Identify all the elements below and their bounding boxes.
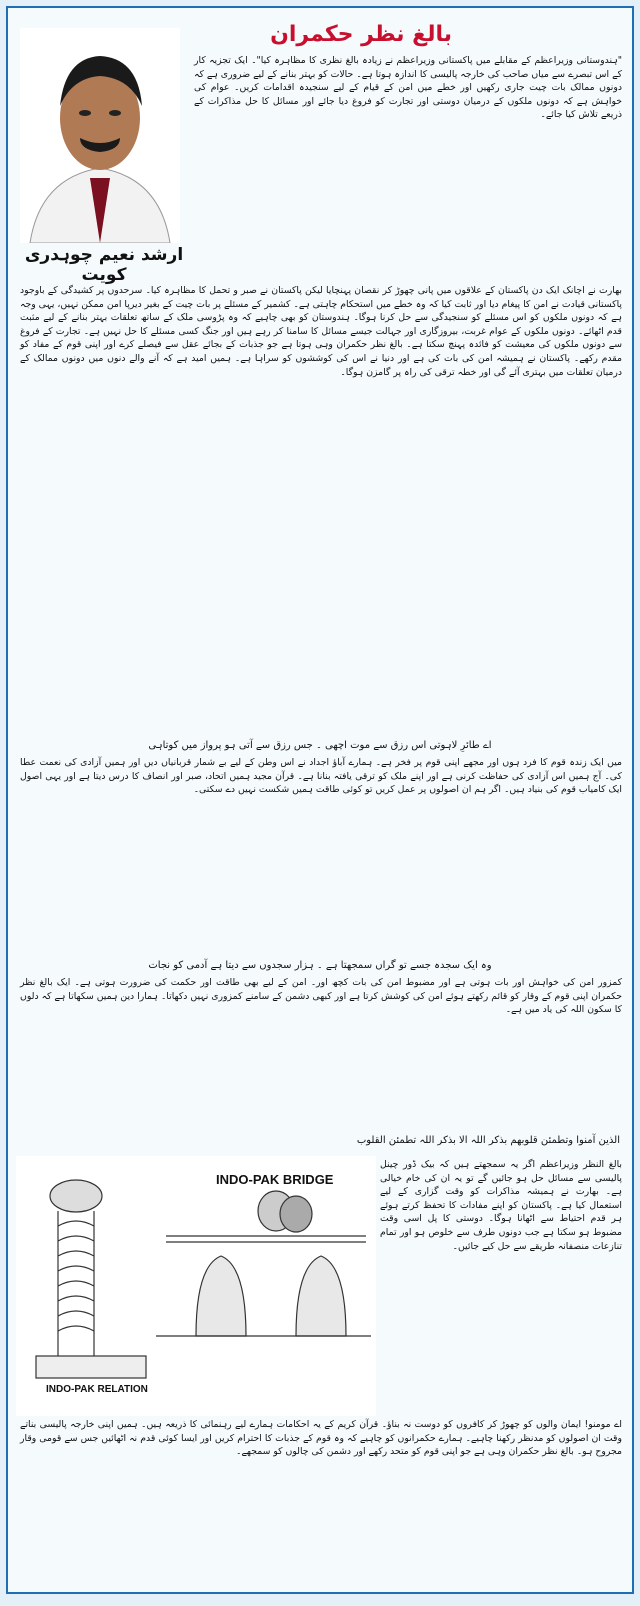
bridge-banner: INDO-PAK BRIDGE bbox=[216, 1172, 334, 1187]
relation-label: INDO-PAK RELATION bbox=[46, 1384, 148, 1395]
paragraph-1: "ہندوستانی وزیراعظم کے مقابلے میں پاکستانی وزیراعظم نے زیادہ بالغ نظری کا مظاہرہ کیا"۔ ایک تجزیہ کار کے اس تبصرے سے میاں صاحب کی خارجہ پالیسی کا اندازہ ہوتا ہے۔ حالات کو بہتر بنانے کے لیے ضروری ہے کہ دونوں ممالک بات چیت جاری رکھیں اور خطے میں امن کے قیام کے لیے سنجیدہ اقدامات کریں۔ عوام کی خواہش ہے کہ دونوں ملکوں کے درمیان دوستی اور تجارت کو فروغ دیا جائے اور مسائل کا حل مذاکرات کے ذریعے تلاش کیا جائے۔ bbox=[194, 55, 622, 121]
quran-verse: الذین آمنوا وتطمئن قلوبھم بذکر اللہ الا بذکر اللہ تطمئن القلوب bbox=[356, 1135, 620, 1146]
article-title: بالغ نظر حکمران bbox=[270, 22, 452, 47]
cartoon-side-paragraph: بالغ النظر وزیراعظم اگر یہ سمجھتے ہیں کہ بیک ڈور چینل پالیسی سے مسائل حل ہو جائیں گے تو یہ ان کی خام خیالی ہے۔ بھارت نے ہمیشہ مذاکرات کو وقت گزاری کے لیے استعمال کیا ہے۔ پاکستان کو اپنے مفادات کا تحفظ کرتے ہوئے ہر قدم احتیاط سے اٹھانا ہوگا۔ دوستی کا پل اسی وقت مضبوط ہو سکتا ہے جب دونوں طرف سے خلوص ہو اور تمام تنازعات منصفانہ طریقے سے حل کیے جائیں۔ bbox=[380, 1159, 622, 1252]
poem-verse-2: وہ ایک سجدہ جسے تو گراں سمجھتا ہے ۔ ہزار سجدوں سے دیتا ہے آدمی کو نجات bbox=[148, 960, 492, 971]
cartoon-illustration bbox=[16, 1156, 376, 1416]
paragraph-5: اے مومنو! ایمان والوں کو چھوڑ کر کافروں کو دوست نہ بناؤ۔ قرآن کریم کے یہ احکامات ہمارے لیے رہنمائی کا ذریعہ ہیں۔ ہمیں اپنی خارجہ پالیسی بناتے وقت ان اصولوں کو مدنظر رکھنا چاہیے۔ ہمارے حکمرانوں کو چاہیے کہ وہ قوم کے جذبات کا احترام کریں اور ایسا کوئی قدم نہ اٹھائیں جس سے قومی وقار مجروح ہو۔ بالغ نظر حکمران وہی ہے جو اپنی قوم کو متحد رکھے اور دشمن کی چالوں کو سمجھے۔ bbox=[20, 1419, 622, 1458]
article-page bbox=[6, 6, 634, 1594]
paragraph-2: بھارت نے اچانک ایک دن پاکستان کے علاقوں میں پانی چھوڑ کر نقصان پہنچایا لیکن پاکستان نے صبر و تحمل کا مظاہرہ کیا۔ سرحدوں پر کشیدگی کے باوجود پاکستانی قیادت نے امن کا پیغام دیا اور ثابت کیا کہ وہ خطے میں استحکام چاہتی ہے۔ کشمیر کے مسئلے پر بات چیت کے بغیر دیرپا امن ممکن نہیں، یہی وجہ ہے کہ دونوں ملکوں کو اس مسئلے کو سنجیدگی سے حل کرنا ہوگا۔ ہندوستان کو بھی چاہیے کہ وہ پڑوسی ملک کے ساتھ تعلقات بہتر بنانے کے لیے مثبت قدم اٹھائے۔ دونوں ملکوں کے عوام غربت، بیروزگاری اور جہالت جیسے مسائل کا سامنا کر رہے ہیں اور جنگ کسی مسئلے کا حل نہیں ہے۔ تجارت کے فروغ سے دونوں ملکوں کی معیشت کو فائدہ پہنچ سکتا ہے۔ بالغ نظر حکمران وہی ہوتا ہے جو جذبات کے بجائے عقل سے فیصلے کرے اور اپنی قوم کے مفاد کو مقدم رکھے۔ پاکستان نے ہمیشہ امن کی بات کی ہے اور دنیا نے اس کی کوششوں کو سراہا ہے۔ ہمیں امید ہے کہ آنے والے دنوں میں دونوں ممالک کے درمیان تعلقات میں بہتری آئے گی اور خطہ ترقی کی راہ پر گامزن ہوگا۔ bbox=[20, 285, 622, 378]
author-portrait bbox=[20, 28, 180, 243]
paragraph-3: میں ایک زندہ قوم کا فرد ہوں اور مجھے اپنی قوم پر فخر ہے۔ ہمارے آباؤ اجداد نے اس وطن کے لیے بے شمار قربانیاں دیں اور ہمیں آزادی کی نعمت عطا کی۔ آج ہمیں اس آزادی کی حفاظت کرنی ہے اور اپنے ملک کو ترقی یافتہ بنانا ہے۔ قرآن مجید ہمیں اتحاد، صبر اور انصاف کا درس دیتا ہے اور یہی اصول ایک کامیاب قوم کی بنیاد ہیں۔ اگر ہم ان اصولوں پر عمل کریں تو کوئی طاقت ہمیں شکست نہیں دے سکتی۔ bbox=[20, 757, 622, 796]
paragraph-4: کمزور امن کی خواہش اور بات ہوتی ہے اور مضبوط امن کی بات کچھ اور۔ امن کے لیے بھی طاقت اور حکمت کی ضرورت ہوتی ہے۔ ایک بالغ نظر حکمران اپنی قوم کے وقار کو قائم رکھتے ہوئے امن کی کوشش کرتا ہے اور کبھی دشمن کے سامنے کمزوری نہیں دکھاتا۔ ہمارا دین ہمیں سکھاتا ہے کہ دلوں کا سکون اللہ کی یاد میں ہے۔ bbox=[20, 977, 622, 1016]
author-name: ارشد نعیم چوہدری کویت bbox=[24, 245, 184, 285]
poem-verse-1: اے طائرِ لاہوتی اس رزق سے موت اچھی ۔ جس رزق سے آتی ہو پرواز میں کوتاہی bbox=[148, 740, 492, 751]
